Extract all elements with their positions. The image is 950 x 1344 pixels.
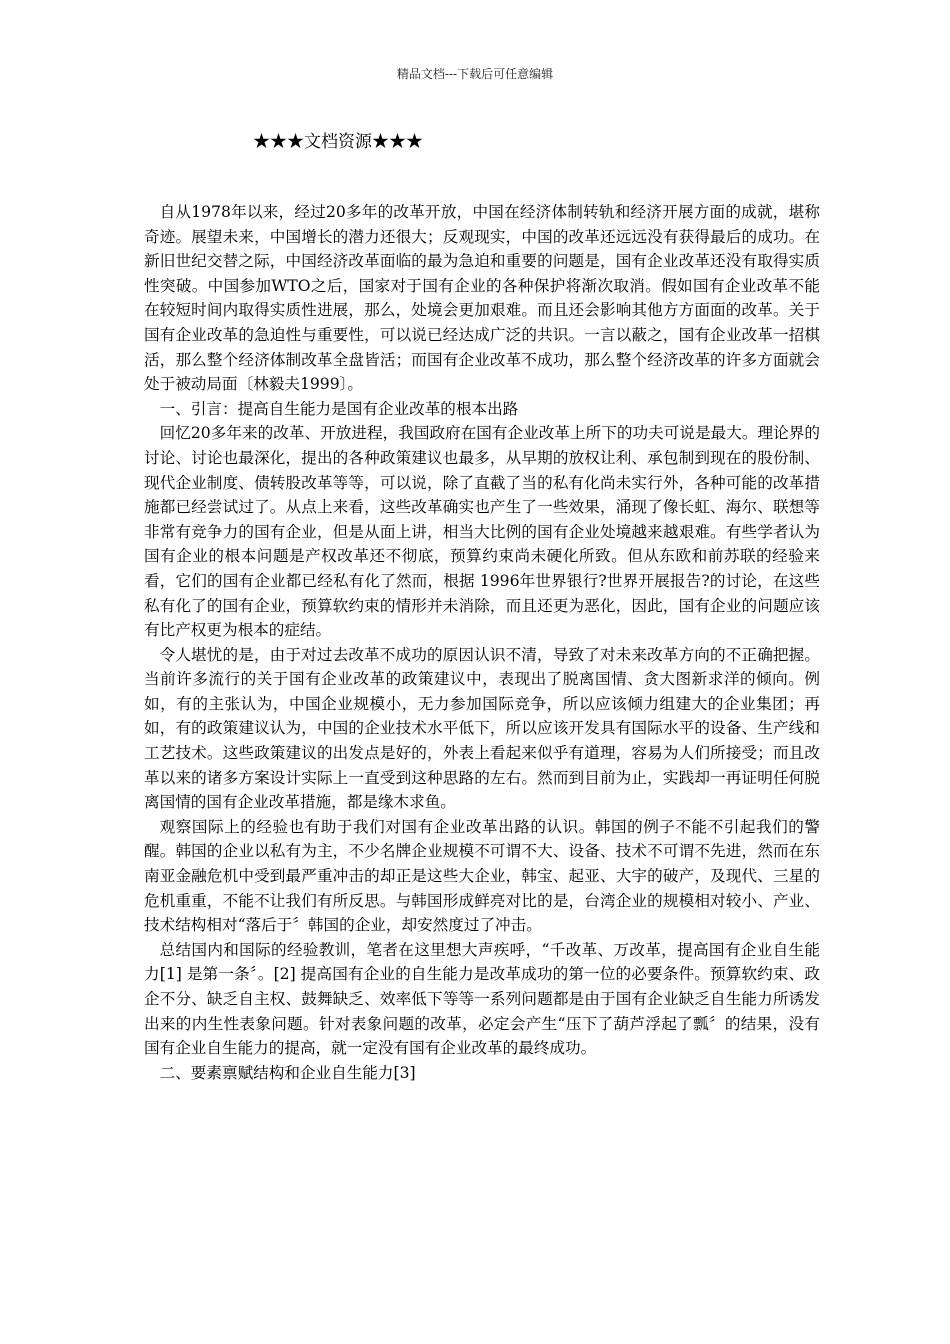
paragraph: 自从1978年以来，经过20多年的改革开放，中国在经济体制转轨和经济开展方面的成就，堪称奇迹。展望未来，中国增长的潜力还很大；反观现实，中国的改革还远远没有获得最后的成功。在新旧世纪交替之际，中国经济改革面临的最为急迫和重要的问题是，国有企业改革还没有取得实质性突破。中国参加WTO之后，国家对于国有企业的各种保护将渐次取消。假如国有企业改革不能在较短时间内取得实质性进展，那么，处境会更加艰难。而且还会影响其他方方面面的改革。关于国有企业改革的急迫性与重要性，可以说已经达成广泛的共识。一言以蔽之，国有企业改革一招棋活，那么整个经济体制改革全盘皆活；而国有企业改革不成功，那么整个经济改革的许多方面就会处于被动局面〔林毅夫1999〕。 xyxy=(144,203,820,394)
paragraph: 令人堪忧的是，由于对过去改革不成功的原因认识不清，导致了对未来改革方向的不正确把握。当前许多流行的关于国有企业改革的政策建议中，表现出了脱离国情、贪大图新求洋的倾向。例如，有的主张认为，中国企业规模小，无力参加国际竞争，所以应该倾力组建大的企业集团；再如，有的政策建议认为，中国的企业技术水平低下，所以应该开发具有国际水平的设备、生产线和工艺技术。这些政策建议的出发点是好的，外表上看起来似乎有道理，容易为人们所接受；而且改革以来的诸多方案设计实际上一直受到这种思路的左右。然而到目前为止，实践却一再证明任何脱离国情的国有企业改革措施，都是缘木求鱼。 xyxy=(144,645,820,812)
resource-label: ★★★文档资源★★★ xyxy=(253,132,423,152)
paragraph: 回忆20多年来的改革、开放进程，我国政府在国有企业改革上所下的功夫可说是最大。理论界的讨论、讨论也最深化，提出的各种政策建议也最多，从早期的放权让利、承包制到现在的股份制、现代企业制度、债转股改革等等，可以说，除了直截了当的私有化尚未实行外，各种可能的改革措施都已经尝试过了。从点上来看，这些改革确实也产生了一些效果，涌现了像长虹、海尔、联想等非常有竞争力的国有企业，但是从面上讲，相当大比例的国有企业处境越来越艰难。有些学者认为国有企业的根本问题是产权改革还不彻底，预算约束尚未硬化所致。但从东欧和前苏联的经验来看，它们的国有企业都已经私有化了然而，根据 1996年世界银行?世界开展报告?的讨论，在这些私有化了的国有企业，预算软约束的情形并未消除，而且还更为恶化，因此，国有企业的问题应该有比产权更为根本的症结。 xyxy=(144,424,820,640)
paragraph: 总结国内和国际的经验教训，笔者在这里想大声疾呼，“千改革、万改革，提高国有企业自生能力[1] 是第一条〞。[2] 提高国有企业的自生能力是改革成功的第一位的必要条件。预算软约束、政企不分、缺乏自主权、鼓舞缺乏、效率低下等等一系列问题都是由于国有企业缺乏自生能力所诱发出来的内生性表象问题。针对表象问题的改革，必定会产生“压下了葫芦浮起了瓢〞的结果，没有国有企业自生能力的提高，就一定没有国有企业改革的最终成功。 xyxy=(144,940,820,1058)
section-heading: 二、要素禀赋结构和企业自生能力[3] xyxy=(159,1063,416,1082)
section-heading: 一、引言：提高自生能力是国有企业改革的根本出路 xyxy=(159,399,519,418)
page-header: 精品文档---下载后可任意编辑 xyxy=(396,67,554,81)
paragraph: 观察国际上的经验也有助于我们对国有企业改革出路的认识。韩国的例子不能不引起我们的警醒。韩国的企业以私有为主，不少名牌企业规模不可谓不大、设备、技术不可谓不先进，然而在东南亚金融危机中受到最严重冲击的却正是这些大企业，韩宝、起亚、大宇的破产，及现代、三星的危机重重，不能不让我们有所反思。与韩国形成鲜亮对比的是，台湾企业的规模相对较小、产业、技术结构相对“落后于〞韩国的企业，却安然度过了冲击。 xyxy=(144,817,820,935)
document-body xyxy=(144,200,820,1085)
